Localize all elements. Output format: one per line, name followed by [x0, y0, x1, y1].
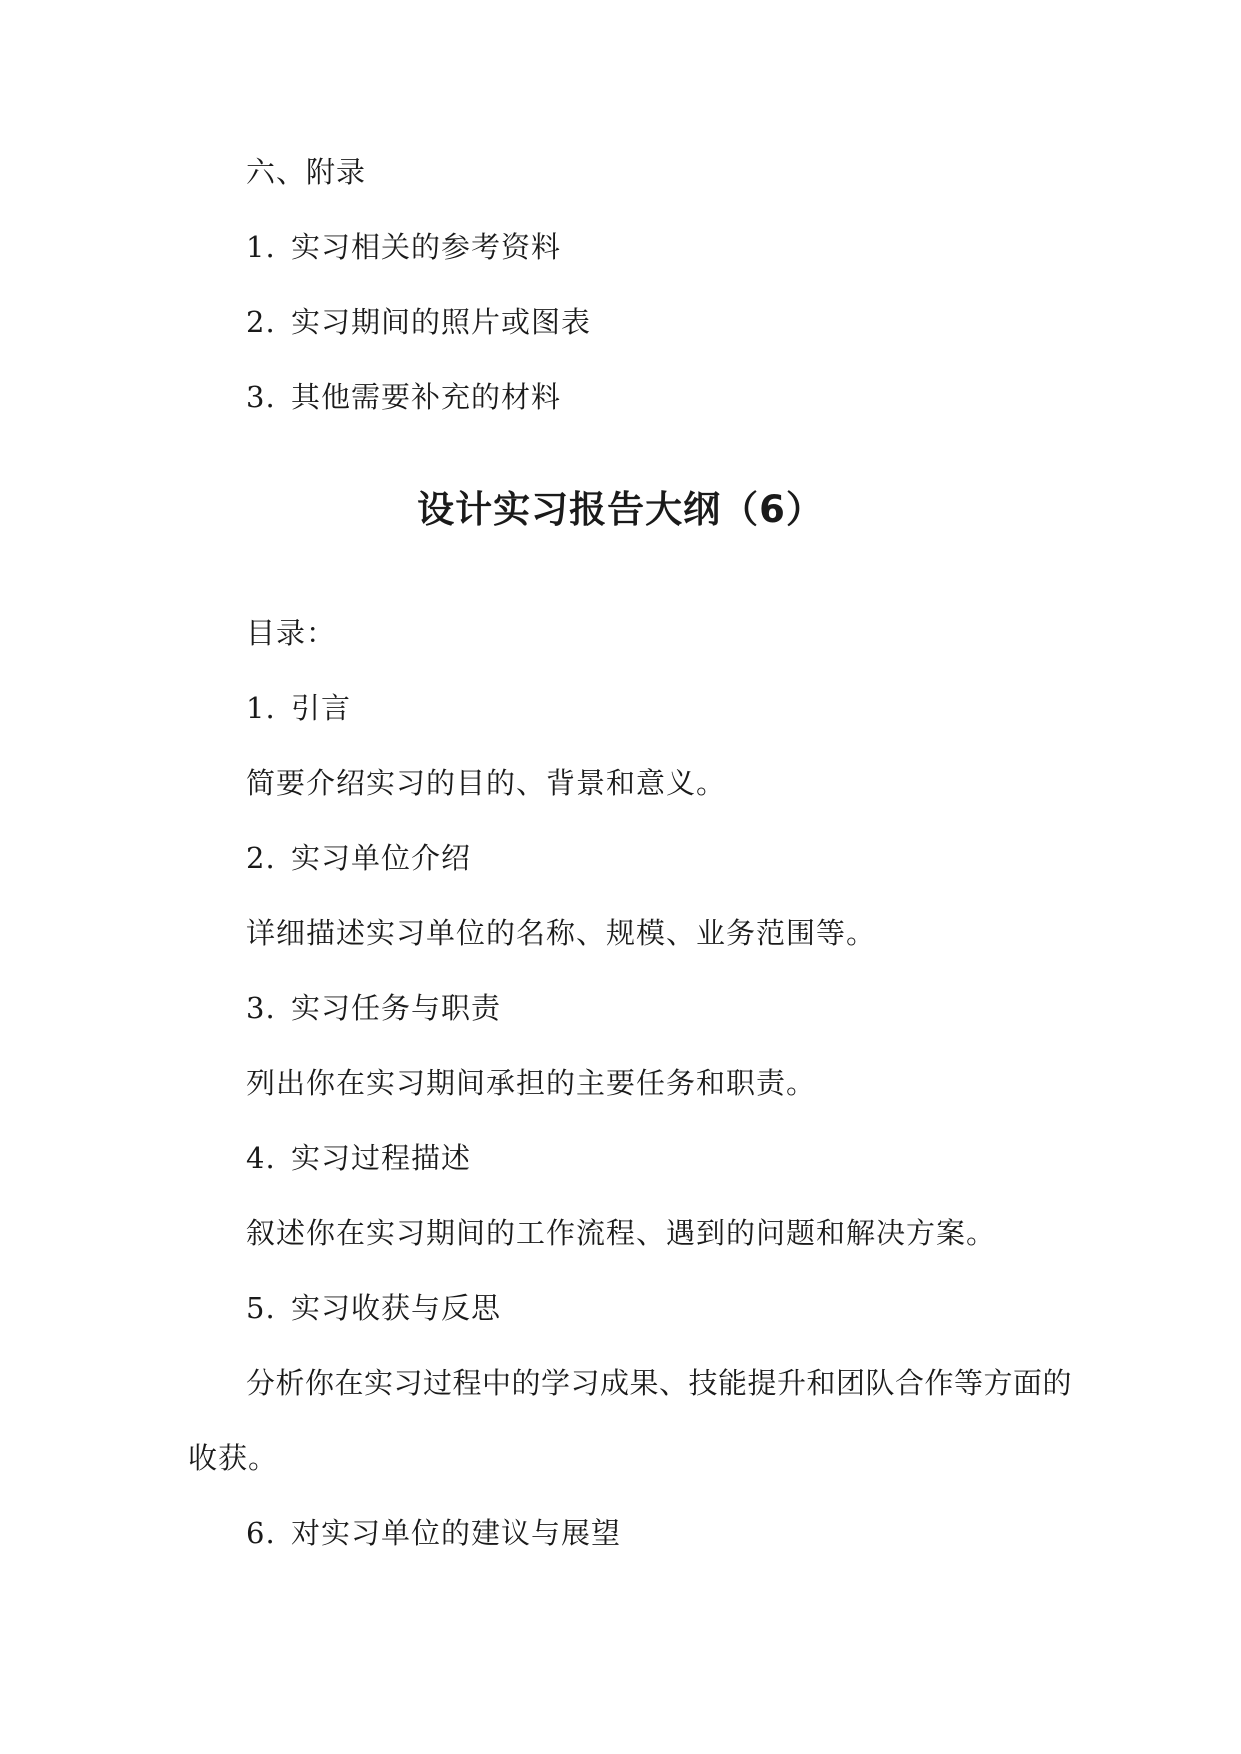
section-heading-text: 引言: [291, 691, 352, 725]
document-title: 设计实习报告大纲（6）: [417, 488, 824, 531]
section-number: 3.: [246, 991, 276, 1025]
toc-label: 目录：: [246, 616, 337, 650]
section-number: 1.: [246, 691, 276, 725]
appendix-item: [246, 302, 591, 342]
section-heading-text: 实习过程描述: [291, 1141, 472, 1175]
section-number: 5.: [246, 1291, 276, 1325]
appendix-item: [246, 227, 561, 267]
section-heading-text: 对实习单位的建议与展望: [291, 1516, 622, 1550]
section-heading: [246, 1288, 501, 1328]
section-number: 4.: [246, 1141, 276, 1175]
section-body: 列出你在实习期间承担的主要任务和职责。: [246, 1066, 817, 1100]
section-body: 叙述你在实习期间的工作流程、遇到的问题和解决方案。: [246, 1216, 997, 1250]
appendix-item: [246, 377, 561, 417]
section-heading: [246, 988, 501, 1028]
section-heading: [246, 1513, 621, 1553]
section-heading-text: 实习单位介绍: [291, 841, 472, 875]
item-number: 1.: [246, 230, 276, 264]
section-number: 6.: [246, 1516, 276, 1550]
section-heading: [246, 838, 471, 878]
appendix-heading: 六、附录: [246, 155, 367, 189]
section-body: 分析你在实习过程中的学习成果、技能提升和团队合作等方面的: [246, 1366, 1073, 1400]
section-body: 详细描述实习单位的名称、规模、业务范围等。: [246, 916, 877, 950]
item-text: 实习期间的照片或图表: [291, 305, 592, 339]
section-body-continuation: 收获。: [188, 1441, 279, 1475]
item-text: 实习相关的参考资料: [291, 230, 562, 264]
item-text: 其他需要补充的材料: [291, 380, 562, 414]
item-number: 2.: [246, 305, 276, 339]
section-number: 2.: [246, 841, 276, 875]
section-heading: [246, 688, 351, 728]
section-heading: [246, 1138, 471, 1178]
item-number: 3.: [246, 380, 276, 414]
section-heading-text: 实习任务与职责: [291, 991, 502, 1025]
section-body: 简要介绍实习的目的、背景和意义。: [246, 766, 727, 800]
section-heading-text: 实习收获与反思: [291, 1291, 502, 1325]
